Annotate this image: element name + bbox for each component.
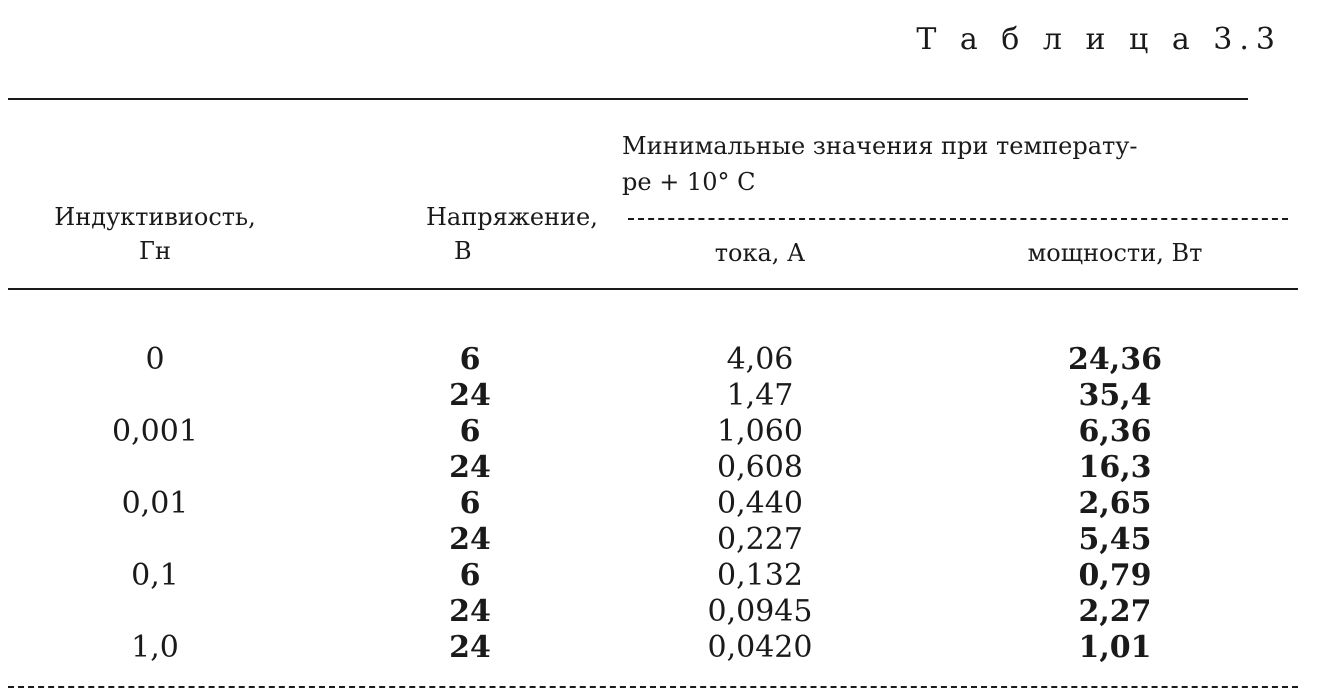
table-row — [0, 414, 1324, 450]
cell-inductance: 1,0 — [131, 630, 179, 665]
cell-inductance: 0,001 — [112, 414, 198, 449]
header-voltage-unit: В — [454, 237, 472, 265]
group-header-line-1: Минимальные значения при температу- — [622, 132, 1138, 160]
table-row — [0, 450, 1324, 486]
cell-power: 2,65 — [1078, 486, 1152, 521]
group-divider — [628, 218, 1288, 220]
table-row — [0, 594, 1324, 630]
cell-power: 5,45 — [1078, 522, 1152, 557]
cell-current: 1,47 — [726, 378, 794, 413]
header-inductance — [30, 200, 280, 268]
header-power: мощности, Вт — [1027, 239, 1203, 267]
cell-voltage: 24 — [449, 630, 491, 665]
cell-current: 4,06 — [726, 342, 794, 377]
cell-power: 6,36 — [1078, 414, 1152, 449]
cell-current: 0,0420 — [707, 630, 813, 665]
cell-voltage: 24 — [449, 522, 491, 557]
top-rule — [8, 98, 1248, 100]
bottom-rule — [8, 686, 1298, 688]
table-row — [0, 630, 1324, 666]
cell-voltage: 24 — [449, 378, 491, 413]
group-header — [622, 128, 1242, 200]
cell-power: 24,36 — [1068, 342, 1162, 377]
cell-current: 1,060 — [717, 414, 803, 449]
cell-power: 35,4 — [1078, 378, 1152, 413]
cell-current: 0,227 — [717, 522, 803, 557]
cell-power: 0,79 — [1078, 558, 1152, 593]
cell-power: 1,01 — [1078, 630, 1152, 665]
cell-power: 2,27 — [1078, 594, 1152, 629]
cell-current: 0,0945 — [707, 594, 813, 629]
table-title: Т а б л и ц а 3.3 — [916, 22, 1282, 57]
header-voltage — [410, 200, 598, 268]
cell-current: 0,132 — [717, 558, 803, 593]
cell-voltage: 6 — [459, 414, 481, 449]
cell-voltage: 6 — [459, 342, 481, 377]
cell-current: 0,608 — [717, 450, 803, 485]
cell-voltage: 6 — [459, 486, 481, 521]
header-voltage-label: Напряжение, — [426, 203, 598, 231]
cell-voltage: 6 — [459, 558, 481, 593]
cell-inductance: 0 — [145, 342, 165, 377]
table-row — [0, 486, 1324, 522]
group-header-line-2: ре + 10° С — [622, 168, 756, 196]
header-current: тока, А — [714, 239, 806, 267]
table-row — [0, 342, 1324, 378]
cell-voltage: 24 — [449, 594, 491, 629]
cell-voltage: 24 — [449, 450, 491, 485]
cell-current: 0,440 — [717, 486, 803, 521]
cell-inductance: 0,1 — [131, 558, 179, 593]
table-row — [0, 558, 1324, 594]
header-inductance-label: Индуктивиость, — [54, 203, 256, 231]
header-inductance-unit: Гн — [139, 237, 171, 265]
cell-power: 16,3 — [1078, 450, 1152, 485]
cell-inductance: 0,01 — [121, 486, 189, 521]
table-row — [0, 378, 1324, 414]
header-rule — [8, 288, 1298, 290]
table-row — [0, 522, 1324, 558]
table-body — [0, 342, 1324, 666]
